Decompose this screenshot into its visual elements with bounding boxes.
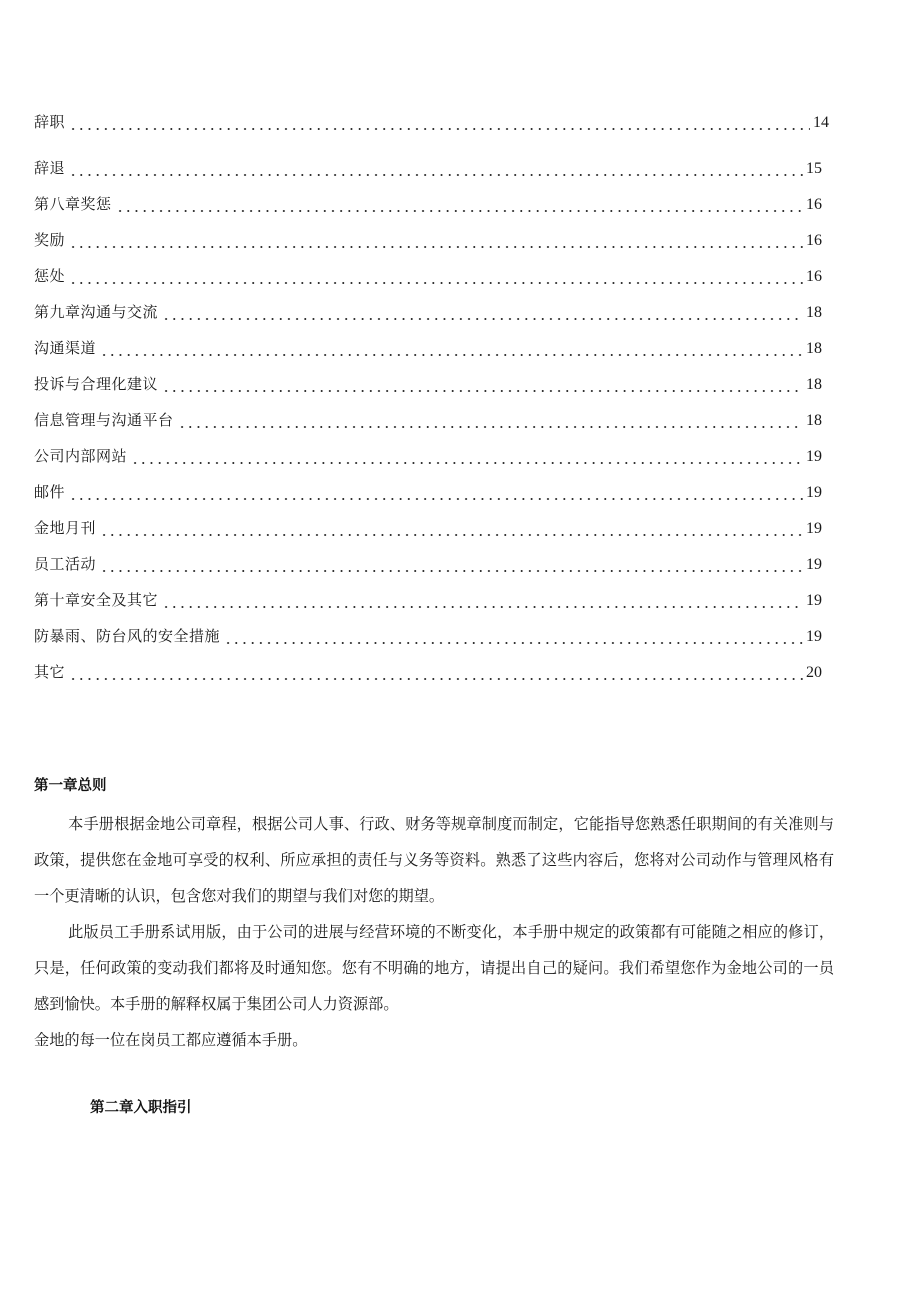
dot-leader xyxy=(69,273,803,285)
toc-entry[interactable] xyxy=(34,480,822,504)
toc-entry[interactable] xyxy=(34,588,822,612)
toc-entry[interactable] xyxy=(34,444,822,468)
toc-entry-title: 金地月刊 xyxy=(34,519,97,537)
dot-leader xyxy=(69,489,803,501)
dot-leader xyxy=(162,381,803,393)
toc-entry-page: 18 xyxy=(806,304,822,321)
dot-leader xyxy=(69,165,803,177)
toc-entry-page: 18 xyxy=(806,340,822,357)
toc-entry-title: 第十章安全及其它 xyxy=(34,591,159,609)
toc-entry-page: 19 xyxy=(806,628,822,645)
toc-entry[interactable] xyxy=(34,228,822,252)
dot-leader xyxy=(69,119,810,131)
toc-entry-title: 第九章沟通与交流 xyxy=(34,303,159,321)
dot-leader xyxy=(162,309,803,321)
toc-entry-page: 18 xyxy=(806,376,822,393)
chapter-1-paragraph-2 xyxy=(34,914,834,1022)
toc-entry-title: 辞职 xyxy=(34,113,66,131)
dot-leader xyxy=(100,525,803,537)
toc-entry[interactable] xyxy=(34,624,822,648)
dot-leader xyxy=(69,237,803,249)
paragraph-text: 本手册根据金地公司章程，根据公司人事、行政、财务等规章制度而制定，它能指导您熟悉任职期间的有关准则与政策，提供您在金地可享受的权利、所应承担的责任与义务等资料。熟悉了这些内容后，您将对公司动作与管理风格有一个更清晰的认识，包含您对我们的期望与我们对您的期望。 xyxy=(34,815,834,905)
toc-entry-title: 邮件 xyxy=(34,483,66,501)
toc-entry[interactable] xyxy=(34,516,822,540)
toc-entry-page: 16 xyxy=(806,196,822,213)
toc-entry[interactable] xyxy=(34,264,822,288)
dot-leader xyxy=(162,597,803,609)
toc-entry-page: 19 xyxy=(806,448,822,465)
chapter-1-heading: 第一章总则 xyxy=(34,778,107,794)
toc-entry-page: 19 xyxy=(806,520,822,537)
chapter-1-paragraph-1 xyxy=(34,806,834,914)
dot-leader xyxy=(116,201,803,213)
toc-entry-title: 信息管理与沟通平台 xyxy=(34,411,174,429)
chapter-1-closing-line: 金地的每一位在岗员工都应遵循本手册。 xyxy=(34,1031,308,1049)
toc-entry-page: 19 xyxy=(806,484,822,501)
toc-entry-page: 14 xyxy=(813,114,829,131)
dot-leader xyxy=(69,669,803,681)
toc-entry-page: 19 xyxy=(806,592,822,609)
toc-entry[interactable] xyxy=(34,660,822,684)
toc-entry-page: 16 xyxy=(806,232,822,249)
toc-entry[interactable] xyxy=(34,372,822,396)
toc-entry[interactable] xyxy=(34,552,822,576)
toc-entry-title: 防暴雨、防台风的安全措施 xyxy=(34,627,221,645)
toc-entry-page: 16 xyxy=(806,268,822,285)
paragraph-text: 此版员工手册系试用版，由于公司的进展与经营环境的不断变化，本手册中规定的政策都有可能随之相应的修订，只是，任何政策的变动我们都将及时通知您。您有不明确的地方，请提出自己的疑问。我们希望您作为金地公司的一员感到愉快。本手册的解释权属于集团公司人力资源部。 xyxy=(34,923,834,1013)
toc-entry-title: 辞退 xyxy=(34,159,66,177)
dot-leader xyxy=(131,453,803,465)
toc-entry-title: 第八章奖惩 xyxy=(34,195,112,213)
toc-entry-title: 投诉与合理化建议 xyxy=(34,375,159,393)
toc-entry[interactable] xyxy=(34,336,822,360)
dot-leader xyxy=(178,417,803,429)
toc-entry[interactable] xyxy=(34,110,829,134)
toc-entry[interactable] xyxy=(34,192,822,216)
toc-entry[interactable] xyxy=(34,156,822,180)
dot-leader xyxy=(224,633,803,645)
chapter-2-heading: 第二章入职指引 xyxy=(90,1100,192,1116)
dot-leader xyxy=(100,561,803,573)
toc-entry-page: 19 xyxy=(806,556,822,573)
toc-entry-title: 员工活动 xyxy=(34,555,97,573)
toc-entry-title: 奖励 xyxy=(34,231,66,249)
toc-entry-title: 惩处 xyxy=(34,267,66,285)
toc-entry-title: 沟通渠道 xyxy=(34,339,97,357)
toc-entry-page: 15 xyxy=(806,160,822,177)
toc-entry-title: 其它 xyxy=(34,663,66,681)
dot-leader xyxy=(100,345,803,357)
toc-entry-title: 公司内部网站 xyxy=(34,447,128,465)
toc-entry[interactable] xyxy=(34,408,822,432)
toc-entry-page: 20 xyxy=(806,664,822,681)
toc-entry-page: 18 xyxy=(806,412,822,429)
toc-entry[interactable] xyxy=(34,300,822,324)
